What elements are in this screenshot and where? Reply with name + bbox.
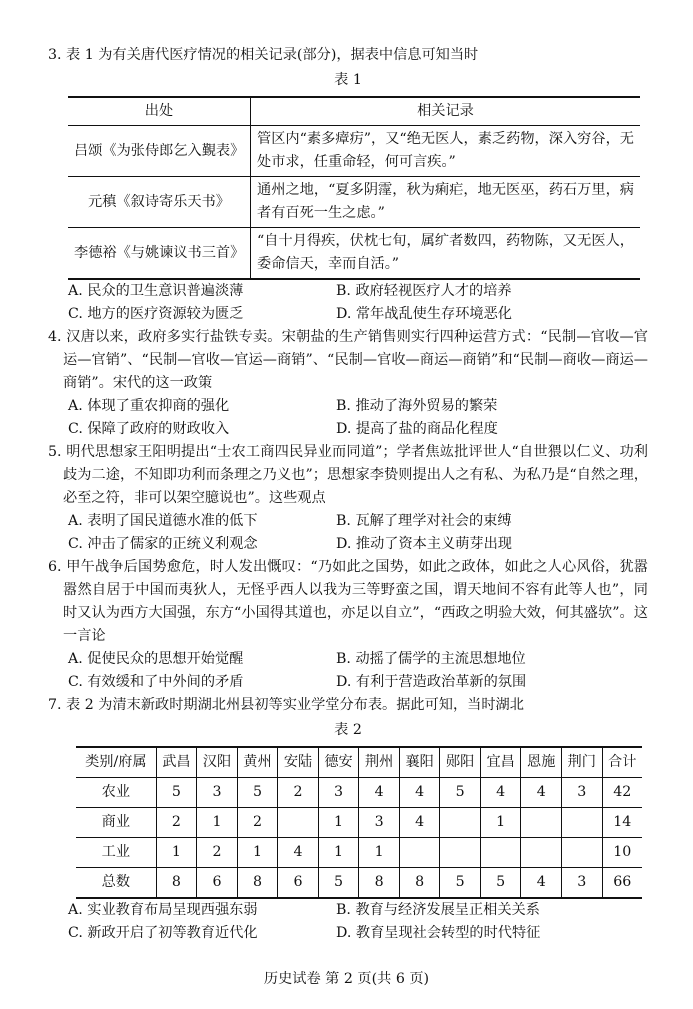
table-cell: 1 <box>156 838 197 868</box>
table-cell: 6 <box>278 868 319 899</box>
table-cell: 4 <box>480 778 521 808</box>
option-c[interactable]: C. 冲击了儒家的正统义利观念 <box>68 536 258 552</box>
table-cell: 2 <box>156 808 197 838</box>
page-footer: 历史试卷 第 2 页(共 6 页) <box>263 971 430 987</box>
table-cell: 8 <box>237 868 278 899</box>
table-header-cell: 德安 <box>318 747 359 778</box>
option-c[interactable]: C. 保障了政府的财政收入 <box>68 421 230 437</box>
table-cell <box>278 808 319 838</box>
table-cell <box>440 838 481 868</box>
table-row <box>68 228 640 280</box>
table-header-row <box>68 97 640 126</box>
table-cell: 42 <box>602 778 642 808</box>
table-header-cell: 郧阳 <box>440 747 481 778</box>
table-header-cell: 宜昌 <box>480 747 521 778</box>
source-cell: 吕颂《为张侍郎乞入覲表》 <box>68 126 251 177</box>
table-cell: 1 <box>237 838 278 868</box>
option-d[interactable]: D. 提高了盐的商品化程度 <box>336 421 498 437</box>
table-cell: 5 <box>440 868 481 899</box>
table-cell: 8 <box>399 868 440 899</box>
table-cell: 1 <box>318 808 359 838</box>
table-cell: 5 <box>480 868 521 899</box>
table-header-cell: 荆州 <box>359 747 400 778</box>
question-4-options <box>48 395 648 441</box>
table-header-cell: 汉阳 <box>197 747 238 778</box>
question-7 <box>48 694 648 945</box>
table-cell <box>440 808 481 838</box>
table-cell <box>480 838 521 868</box>
table-row <box>76 868 642 899</box>
question-3 <box>48 44 648 326</box>
table-cell: 2 <box>197 838 238 868</box>
table-header-cell: 武昌 <box>156 747 197 778</box>
table-header-cell: 荆门 <box>561 747 602 778</box>
table-cell: 4 <box>399 778 440 808</box>
table-cell: 1 <box>359 838 400 868</box>
option-a[interactable]: A. 实业教育布局呈现西强东弱 <box>68 902 258 918</box>
option-b[interactable]: B. 瓦解了理学对社会的束缚 <box>336 513 512 529</box>
question-3-stem: 3. 表 1 为有关唐代医疗情况的相关记录(部分)，据表中信息可知当时 <box>48 47 479 63</box>
table-cell <box>561 808 602 838</box>
table-2-caption: 表 2 <box>334 722 362 738</box>
table-cell <box>561 838 602 868</box>
exam-page <box>48 44 648 945</box>
question-7-stem: 7. 表 2 为清末新政时期湖北州县初等实业学堂分布表。据此可知，当时湖北 <box>48 697 524 713</box>
option-c[interactable]: C. 地方的医疗资源较为匮乏 <box>68 306 244 322</box>
table-header-cell: 出处 <box>68 97 251 126</box>
table-cell: 3 <box>359 808 400 838</box>
table-header-cell: 相关记录 <box>251 97 641 126</box>
table-header-row <box>76 747 642 778</box>
question-7-options <box>48 899 648 945</box>
table-cell: 4 <box>399 808 440 838</box>
table-cell: 5 <box>156 778 197 808</box>
question-5-stem: 5. 明代思想家王阳明提出“士农工商四民异业而同道”；学者焦竑批评世人“自世猥以仁义、功利歧为二途，不知即功利而条理之乃义也”；思想家李贽则提出人之有私、为私乃是“自然之理，必至之符，非可以架空臆说也”。这些观点 <box>48 444 648 506</box>
question-5-options <box>48 510 648 556</box>
table-cell: 2 <box>237 808 278 838</box>
table-cell: 4 <box>359 778 400 808</box>
option-a[interactable]: A. 体现了重农抑商的强化 <box>68 398 230 414</box>
table-cell <box>521 838 562 868</box>
option-b[interactable]: B. 教育与经济发展呈正相关关系 <box>336 902 540 918</box>
table-cell: 5 <box>440 778 481 808</box>
table-cell: 8 <box>359 868 400 899</box>
record-cell: 管区内“素多瘴疠”，又“绝无医人，素乏药物，深入穷谷，无处市求，任重命轻，何可言疾。” <box>251 126 641 177</box>
table-2 <box>76 746 642 899</box>
option-d[interactable]: D. 有利于营造政治革新的氛围 <box>336 674 527 690</box>
option-b[interactable]: B. 推动了海外贸易的繁荣 <box>336 398 498 414</box>
question-4-stem: 4. 汉唐以来，政府多实行盐铁专卖。宋朝盐的生产销售则实行四种运营方式：“民制—官收—官运—官销”、“民制—官收—官运—商销”、“民制—官收—商运—商销”和“民制—商收—商运—商销”。宋代的这一政策 <box>48 329 648 391</box>
table-1 <box>68 96 640 280</box>
option-a[interactable]: A. 促使民众的思想开始觉醒 <box>68 651 244 667</box>
table-header-cell: 合计 <box>602 747 642 778</box>
option-d[interactable]: D. 常年战乱使生存环境恶化 <box>336 306 512 322</box>
table-cell: 3 <box>561 778 602 808</box>
table-cell: 1 <box>197 808 238 838</box>
table-cell: 4 <box>278 838 319 868</box>
question-4 <box>48 326 648 441</box>
option-c[interactable]: C. 新政开启了初等教育近代化 <box>68 925 258 941</box>
source-cell: 李德裕《与姚谏议书三首》 <box>68 228 251 280</box>
table-row <box>68 177 640 228</box>
option-b[interactable]: B. 动摇了儒学的主流思想地位 <box>336 651 526 667</box>
table-cell: 2 <box>278 778 319 808</box>
table-cell: 4 <box>521 778 562 808</box>
table-cell: 商业 <box>76 808 156 838</box>
record-cell: 通州之地，“夏多阴霪，秋为痢疟，地无医巫，药石万里，病者有百死一生之虑。” <box>251 177 641 228</box>
source-cell: 元稹《叙诗寄乐天书》 <box>68 177 251 228</box>
option-b[interactable]: B. 政府轻视医疗人才的培养 <box>336 283 512 299</box>
option-d[interactable]: D. 教育呈现社会转型的时代特征 <box>336 925 541 941</box>
table-cell: 3 <box>318 778 359 808</box>
option-a[interactable]: A. 民众的卫生意识普遍淡薄 <box>68 283 244 299</box>
table-cell <box>399 838 440 868</box>
table-cell: 5 <box>318 868 359 899</box>
option-c[interactable]: C. 有效缓和了中外间的矛盾 <box>68 674 244 690</box>
table-cell: 1 <box>480 808 521 838</box>
table-header-cell: 襄阳 <box>399 747 440 778</box>
option-d[interactable]: D. 推动了资本主义萌芽出现 <box>336 536 512 552</box>
table-cell: 6 <box>197 868 238 899</box>
table-cell: 总数 <box>76 868 156 899</box>
table-cell: 3 <box>561 868 602 899</box>
record-cell: “自十月得疾，伏枕七旬，属纩者数四，药物陈，又无医人，委命信天，幸而自活。” <box>251 228 641 280</box>
table-header-cell: 恩施 <box>521 747 562 778</box>
table-cell: 1 <box>318 838 359 868</box>
question-6 <box>48 556 648 694</box>
option-a[interactable]: A. 表明了国民道德水准的低下 <box>68 513 258 529</box>
table-cell: 10 <box>602 838 642 868</box>
question-6-stem: 6. 甲午战争后国势愈危，时人发出慨叹：“乃如此之国势，如此之政体，如此之人心风俗，犹嚣嚣然自居于中国而夷狄人，无怪乎西人以我为三等野蛮之国，谓天地间不容有此等人也”，同时又认为西方大国强，东方“小国得其道也，亦足以自立”，“西政之明验大效，何其盛欤”。这一言论 <box>48 559 648 644</box>
table-header-cell: 黄州 <box>237 747 278 778</box>
table-cell: 8 <box>156 868 197 899</box>
question-6-options <box>48 648 648 694</box>
table-cell: 66 <box>602 868 642 899</box>
table-1-caption: 表 1 <box>334 72 362 88</box>
table-row <box>76 808 642 838</box>
table-header-cell: 类别/府属 <box>76 747 156 778</box>
table-cell: 农业 <box>76 778 156 808</box>
table-cell: 5 <box>237 778 278 808</box>
table-header-cell: 安陆 <box>278 747 319 778</box>
question-5 <box>48 441 648 556</box>
table-cell: 工业 <box>76 838 156 868</box>
question-3-options <box>48 280 648 326</box>
table-cell <box>521 808 562 838</box>
table-row <box>76 838 642 868</box>
table-row <box>76 778 642 808</box>
table-row <box>68 126 640 177</box>
table-cell: 3 <box>197 778 238 808</box>
table-cell: 4 <box>521 868 562 899</box>
table-cell: 14 <box>602 808 642 838</box>
